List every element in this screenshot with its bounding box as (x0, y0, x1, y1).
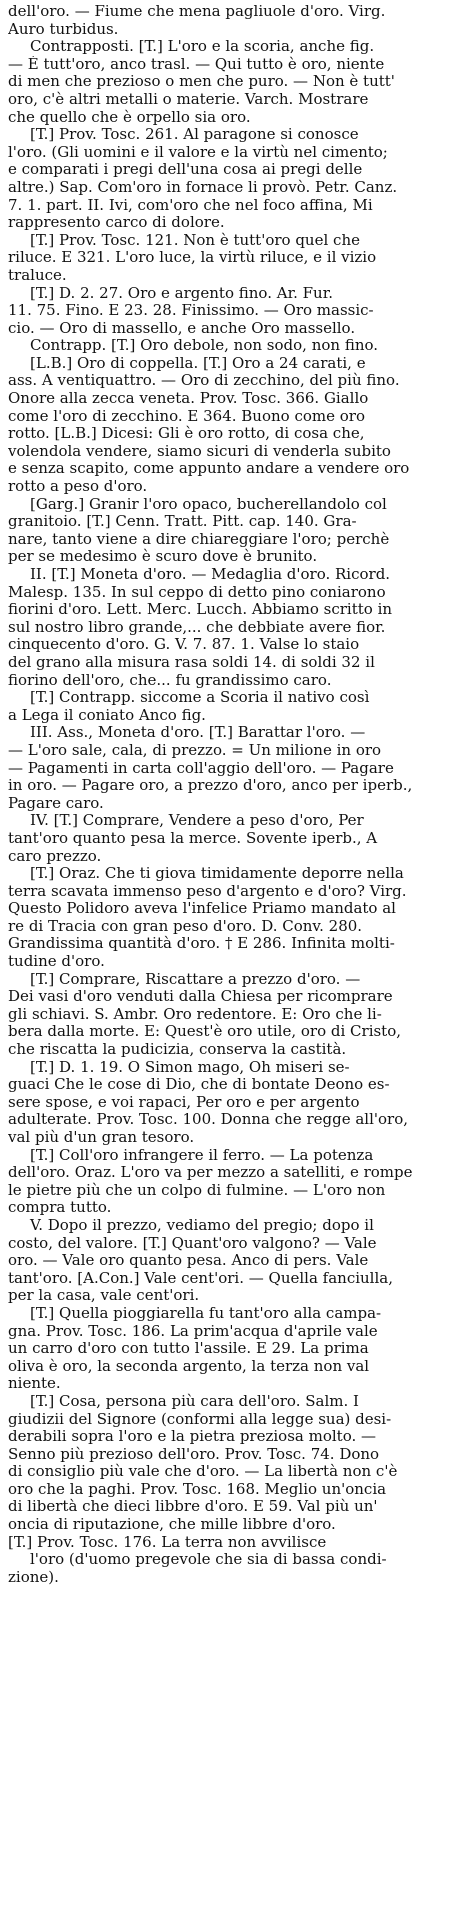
text-line: per la casa, vale cent'ori. (8, 1287, 200, 1305)
text-line: altre.) Sap. Com'oro in fornace li provò. Petr. Canz. (8, 178, 398, 196)
text-line: — Pagamenti in carta coll'aggio dell'oro. — Pagare (8, 759, 394, 777)
text-line: niente. (8, 1375, 61, 1393)
text-line: caro prezzo. (8, 847, 102, 865)
text-line: per se medesimo è scuro dove è brunito. (8, 548, 318, 566)
text-line: Onore alla zecca veneta. Prov. Tosc. 366. Giallo (8, 390, 369, 408)
text-line: V. Dopo il prezzo, vediamo del pregio; dopo il (30, 1216, 374, 1234)
text-line: Auro turbidus. (8, 20, 119, 38)
text-line: IV. [T.] Comprare, Vendere a peso d'oro, Per (30, 812, 364, 830)
text-line: Grandissima quantità d'oro. † E 286. Infinita molti- (8, 935, 395, 953)
text-line: sere spose, e voi rapaci, Per oro e per argento (8, 1093, 360, 1111)
text-line: dell'oro. — Fiume che mena pagliuole d'oro. Virg. (8, 3, 386, 20)
text-line: [T.] Comprare, Riscattare a prezzo d'oro. — (30, 970, 361, 988)
text-line: III. Ass., Moneta d'oro. [T.] Barattar l'oro. — (30, 724, 366, 742)
text-line: rotto a peso d'oro. (8, 478, 148, 496)
text-line: di libertà che dieci libbre d'oro. E 59. Val più un' (8, 1498, 378, 1516)
text-line: come l'oro di zecchino. E 364. Buono come oro (8, 407, 365, 425)
text-line: oliva è oro, la seconda argento, la terza non val (8, 1357, 370, 1375)
text-line: [T.] Cosa, persona più cara dell'oro. Salm. I (30, 1392, 359, 1410)
text-line: oro, c'è altri metalli o materie. Varch. Mostrare (8, 90, 369, 108)
text-line: le pietre più che un colpo di fulmine. — L'oro non (8, 1181, 386, 1199)
text-line: [T.] Oraz. Che ti giova timidamente deporre nella (30, 865, 404, 883)
text-line: giudizii del Signore (conformi alla legge sua) desi- (8, 1410, 392, 1428)
text-line: ass. A ventiquattro. — Oro di zecchino, del più fino. (8, 372, 400, 390)
text-line: volendola vendere, siamo sicuri di venderla subito (8, 442, 391, 460)
text-line: zione). (8, 1568, 59, 1586)
text-line: fiorini d'oro. Lett. Merc. Lucch. Abbiamo scritto in (8, 601, 393, 619)
text-line: [T.] D. 1. 19. O Simon mago, Oh miseri se- (30, 1058, 350, 1076)
text-line: del grano alla misura rasa soldi 14. di soldi 32 il (8, 653, 375, 671)
text-line: e comparati i pregi dell'una cosa ai pregi delle (8, 161, 363, 179)
text-line: re di Tracia con gran peso d'oro. D. Conv. 280. (8, 917, 363, 935)
text-line: traluce. (8, 266, 67, 284)
text-line: adulterate. Prov. Tosc. 100. Donna che regge all'oro, (8, 1111, 409, 1129)
text-line: Questo Polidoro aveva l'infelice Priamo mandato al (8, 900, 396, 918)
text-line: Malesp. 135. In sul ceppo di detto pino coniarono (8, 583, 386, 601)
text-line: [T.] Coll'oro infrangere il ferro. — La potenza (30, 1146, 374, 1164)
text-line: compra tutto. (8, 1199, 112, 1217)
text-line: Senno più prezioso dell'oro. Prov. Tosc. 74. Dono (8, 1445, 380, 1463)
text-line: rotto. [L.B.] Dicesi: Gli è oro rotto, di cosa che, (8, 425, 365, 443)
text-line: cio. — Oro di massello, e anche Oro massello. (8, 319, 356, 337)
text-line: in oro. — Pagare oro, a prezzo d'oro, anco per iperb., (8, 777, 413, 795)
text-line: guaci Che le cose di Dio, che di bontate Deono es- (8, 1076, 390, 1094)
text-line: tudine d'oro. (8, 953, 105, 971)
text-line: [Garg.] Granir l'oro opaco, bucherellandolo col (30, 495, 387, 513)
text-line: oncia di riputazione, che mille libbre d'oro. (8, 1516, 336, 1534)
text-line: II. [T.] Moneta d'oro. — Medaglia d'oro. Ricord. (30, 566, 391, 583)
text-line: gli schiavi. S. Ambr. Oro redentore. E: Oro che li- (8, 1005, 382, 1023)
text-line: Pagare caro. (8, 794, 104, 812)
text-line: tant'oro quanto pesa la merce. Sovente iperb., A (8, 829, 378, 847)
text-line: Contrapposti. [T.] L'oro e la scoria, anche fig. (30, 38, 375, 56)
text-line: fiorino dell'oro, che... fu grandissimo caro. (8, 671, 332, 689)
text-line: oro che la paghi. Prov. Tosc. 168. Meglio un'oncia (8, 1480, 387, 1498)
text-line: riluce. E 321. L'oro luce, la virtù riluce, e il vizio (8, 249, 377, 267)
text-line: bera dalla morte. E: Quest'è oro utile, oro di Cristo, (8, 1023, 402, 1041)
text-line: di consiglio più vale che d'oro. — La libertà non c'è (8, 1463, 398, 1481)
text-line: un carro d'oro con tutto l'assile. E 29. La prima (8, 1340, 369, 1358)
text-line: tant'oro. [A.Con.] Vale cent'ori. — Quella fanciulla, (8, 1269, 393, 1287)
text-line: [L.B.] Oro di coppella. [T.] Oro a 24 carati, e (30, 354, 366, 372)
text-line: val più d'un gran tesoro. (8, 1129, 195, 1146)
text-line: 11. 75. Fino. E 23. 28. Finissimo. — Oro massic- (8, 302, 374, 320)
text-line: granitoio. [T.] Cenn. Tratt. Pitt. cap. 140. Gra- (8, 513, 357, 531)
text-line: e senza scapito, come appunto andare a vendere oro (8, 460, 410, 478)
text-line: a Lega il coniato Anco fig. (8, 706, 206, 724)
text-line: nare, tanto viene a dire chiareggiare l'oro; perchè (8, 530, 390, 548)
text-line: l'oro. (Gli uomini e il valore e la virtù nel cimento; (8, 143, 388, 161)
text-line: [T.] D. 2. 27. Oro e argento fino. Ar. Fur. (30, 284, 333, 302)
text-line: dell'oro. Oraz. L'oro va per mezzo a satelliti, e rompe (8, 1164, 413, 1182)
text-line: — È tutt'oro, anco trasl. — Qui tutto è oro, niente (8, 55, 385, 73)
text-line: [T.] Quella pioggiarella fu tant'oro alla campa- (30, 1304, 382, 1322)
text-line: cinquecento d'oro. G. V. 7. 87. 1. Valse lo staio (8, 636, 360, 654)
text-line: terra scavata immenso peso d'argento e d'oro? Virg. (8, 882, 407, 900)
text-line: [T.] Prov. Tosc. 261. Al paragone si conosce (30, 126, 359, 144)
text-line: rappresento carco di dolore. (8, 214, 225, 232)
text-line: [T.] Prov. Tosc. 176. La terra non avvilisce (8, 1533, 327, 1551)
text-line: sul nostro libro grande,... che debbiate avere fior. (8, 618, 386, 636)
text-line: gna. Prov. Tosc. 186. La prim'acqua d'aprile vale (8, 1322, 378, 1340)
text-line: derabili sopra l'oro e la pietra preziosa molto. — (8, 1428, 376, 1446)
text-line: [T.] Prov. Tosc. 121. Non è tutt'oro quel che (30, 231, 360, 249)
text-line: costo, del valore. [T.] Quant'oro valgono? — Vale (8, 1234, 377, 1252)
text-line: [T.] Contrapp. siccome a Scoria il nativo così (30, 689, 370, 707)
text-line: Dei vasi d'oro venduti dalla Chiesa per ricomprare (8, 988, 393, 1006)
text-line: che quello che è orpello sia oro. (8, 108, 251, 126)
text-line: l'oro (d'uomo pregevole che sia di bassa condi- (30, 1551, 387, 1569)
text-line: di men che prezioso o men che puro. — Non è tutt' (8, 73, 395, 91)
text-line: oro. — Vale oro quanto pesa. Anco di pers. Vale (8, 1252, 369, 1270)
text-line: Contrapp. [T.] Oro debole, non sodo, non fino. (30, 337, 379, 355)
text-line: 7. 1. part. II. Ivi, com'oro che nel foco affina, Mi (8, 196, 373, 214)
text-line: — L'oro sale, cala, di prezzo. = Un milione in oro (8, 741, 382, 759)
text-line: che riscatta la pudicizia, conserva la castità. (8, 1041, 347, 1059)
